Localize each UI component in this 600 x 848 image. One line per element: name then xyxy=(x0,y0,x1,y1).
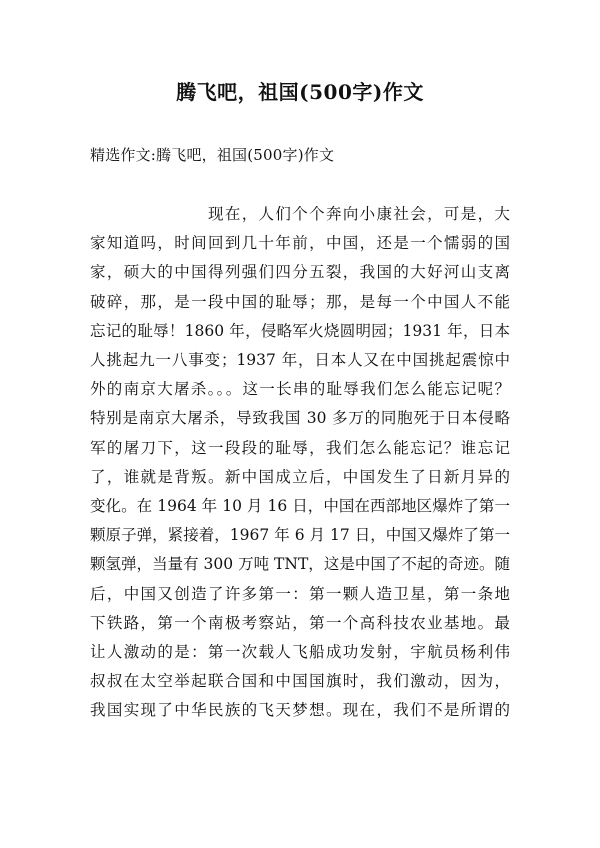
essay-line: 特别是南京大屠杀，导致我国 30 多万的同胞死于日本侵略 xyxy=(90,409,510,428)
essay-line: 人挑起九一八事变；1937 年，日本人又在中国挑起震惊中 xyxy=(90,351,510,370)
essay-line: 后，中国又创造了许多第一：第一颗人造卫星，第一条地 xyxy=(90,584,510,603)
essay-line: 变化。在 1964 年 10 月 16 日，中国在西部地区爆炸了第一 xyxy=(90,497,510,516)
essay-line: 家，硕大的中国得列强们四分五裂，我国的大好河山支离 xyxy=(90,263,510,282)
essay-line: 我国实现了中华民族的飞天梦想。现在，我们不是所谓的 xyxy=(90,701,510,720)
essay-line: 家知道吗，时间回到几十年前，中国，还是一个懦弱的国 xyxy=(90,234,510,253)
document-title: 腾飞吧，祖国(500字)作文 xyxy=(176,80,424,104)
essay-line: 颗原子弹，紧接着，1967 年 6 月 17 日，中国又爆炸了第一 xyxy=(90,526,510,545)
essay-body xyxy=(90,200,510,726)
essay-line: 破碎，那，是一段中国的耻辱；那，是每一个中国人不能 xyxy=(90,292,510,311)
essay-line: 让人激动的是：第一次载人飞船成功发射，宇航员杨利伟 xyxy=(90,643,510,662)
essay-line: 军的屠刀下，这一段段的耻辱，我们怎么能忘记？谁忘记 xyxy=(90,438,510,457)
essay-line: 下铁路，第一个南极考察站，第一个高科技农业基地。最 xyxy=(90,613,510,632)
essay-line: 颗氢弹，当量有 300 万吨 TNT，这是中国了不起的奇迹。随 xyxy=(90,555,510,574)
essay-line: 忘记的耻辱！1860 年，侵略军火烧圆明园；1931 年，日本 xyxy=(90,321,510,340)
essay-line: 叔叔在太空举起联合国和中国国旗时，我们激动，因为， xyxy=(90,672,510,691)
essay-line: 了，谁就是背叛。新中国成立后，中国发生了日新月异的 xyxy=(90,467,510,486)
document-subtitle: 精选作文:腾飞吧，祖国(500字)作文 xyxy=(90,146,335,164)
essay-line: 外的南京大屠杀。。。这一长串的耻辱我们怎么能忘记呢？ xyxy=(90,380,510,399)
essay-line: 现在，人们个个奔向小康社会，可是，大 xyxy=(208,205,510,223)
